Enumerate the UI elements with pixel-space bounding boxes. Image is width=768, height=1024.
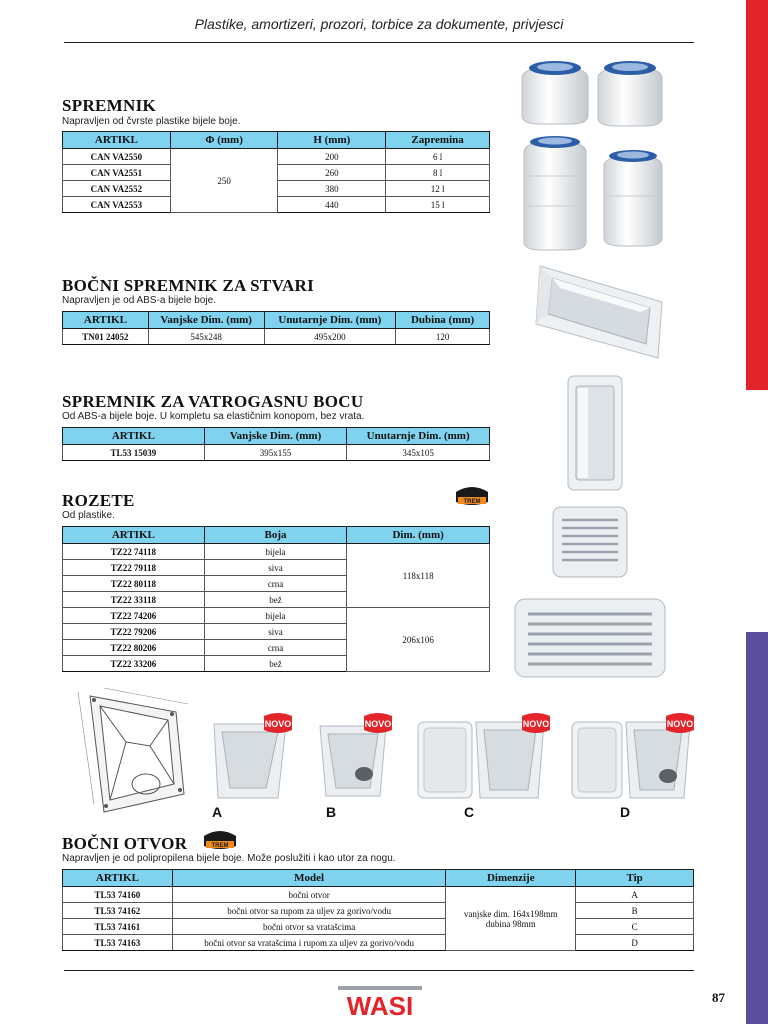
color-cell: bijela [204,608,347,624]
color-cell: crna [204,640,347,656]
volume-cell: 12 l [386,181,490,197]
artikl-cell: CAN VA2552 [63,181,171,197]
extinguisher-box-image [564,372,626,494]
vatrogasna-table [62,427,490,461]
square-vent-image [550,504,630,580]
column-header: ARTIKL [63,527,205,544]
type-cell: B [576,903,694,919]
wasi-logo-text: WASI [346,991,414,1018]
artikl-cell: TL53 74162 [63,903,173,919]
table-row [63,919,694,935]
table-row [63,544,490,560]
dimensions-depth: dubina 98mm [485,918,536,929]
artikl-cell: TZ22 33206 [63,656,205,672]
rozete-table [62,526,490,672]
column-header: ARTIKL [63,312,149,329]
volume-cell: 8 l [386,165,490,181]
container-jars-image [516,56,666,256]
color-cell: bijela [204,544,347,560]
spremnik-table [62,131,490,213]
footer-divider [64,970,694,971]
novo-badge-label: NOVO [522,719,550,729]
height-cell: 260 [278,165,386,181]
artikl-cell: TZ22 80118 [63,576,205,592]
diameter-cell: 250 [170,149,278,213]
column-header: Vanjske Dim. (mm) [204,428,347,445]
side-storage-bin-image [530,262,670,362]
wasi-logo [336,984,424,1018]
bocni-spremnik-table [62,311,490,345]
inner-dim-cell: 495x200 [264,329,396,345]
table-row [63,149,490,165]
section-title-bocni-spremnik: BOČNI SPREMNIK ZA STVARI [62,276,315,295]
depth-cell: 120 [396,329,490,345]
column-header: Unutarnje Dim. (mm) [347,428,490,445]
type-cell: D [576,935,694,951]
column-header: Tip [576,870,694,887]
model-cell: bočni otvor sa vratašcima [172,919,446,935]
dimensions-cell [446,887,576,951]
trem-badge-icon [452,484,492,508]
column-header: ARTIKL [63,870,173,887]
outer-dim-cell: 545x248 [148,329,264,345]
novo-badge-icon [664,712,696,734]
column-header: Boja [204,527,347,544]
product-letter-b: B [326,804,337,820]
page-number: 87 [712,990,725,1005]
column-header: Φ (mm) [170,132,278,149]
novo-badge-label: NOVO [364,719,392,729]
artikl-cell: TZ22 79118 [63,560,205,576]
trem-badge-label: TREM [463,499,481,505]
section-title-rozete: ROZETE [62,491,135,510]
artikl-cell: TZ22 33118 [63,592,205,608]
dim-cell: 206x106 [347,608,490,672]
model-cell: bočni otvor sa vratašcima i rupom za uljev za gorivo/vodu [172,935,446,951]
column-header: Dubina (mm) [396,312,490,329]
artikl-cell: TZ22 79206 [63,624,205,640]
section-title-bocni-otvor: BOČNI OTVOR [62,834,188,853]
color-cell: siva [204,560,347,576]
novo-badge-label: NOVO [264,719,292,729]
artikl-cell: TZ22 74118 [63,544,205,560]
novo-badge-icon [362,712,394,734]
color-cell: bež [204,656,347,672]
artikl-cell: CAN VA2551 [63,165,171,181]
table-row [63,608,490,624]
column-header: ARTIKL [63,428,205,445]
column-header: Model [172,870,446,887]
model-cell: bočni otvor [172,887,446,903]
color-cell: crna [204,576,347,592]
color-cell: siva [204,624,347,640]
table-row [63,329,490,345]
bocni-otvor-table [62,869,694,951]
product-letter-d: D [620,804,631,820]
column-header: Vanjske Dim. (mm) [148,312,264,329]
table-row [63,887,694,903]
technical-drawing-image [64,684,196,820]
type-cell: A [576,887,694,903]
table-row [63,903,694,919]
model-cell: bočni otvor sa rupom za uljev za gorivo/vodu [172,903,446,919]
artikl-cell: TL53 74160 [63,887,173,903]
artikl-cell: TN01 24052 [63,329,149,345]
artikl-cell: TL53 74161 [63,919,173,935]
purple-side-tab [746,632,768,1024]
artikl-cell: TL53 15039 [63,445,205,461]
product-letter-c: C [464,804,475,820]
artikl-cell: CAN VA2550 [63,149,171,165]
section-subtitle-bocni-otvor: Napravljen je od polipropilena bijele boje. Može poslužiti i kao utor za nogu. [62,853,396,864]
product-letter-a: A [212,804,223,820]
novo-badge-icon [520,712,552,734]
inner-dim-cell: 345x105 [347,445,490,461]
header-divider [64,42,694,43]
section-title-vatrogasna: SPREMNIK ZA VATROGASNU BOCU [62,392,364,411]
section-subtitle-vatrogasna: Od ABS-a bijele boje. U kompletu sa elastičnim konopom, bez vrata. [62,411,365,422]
red-side-tab [746,0,768,390]
column-header: ARTIKL [63,132,171,149]
dim-cell: 118x118 [347,544,490,608]
type-cell: C [576,919,694,935]
artikl-cell: TL53 74163 [63,935,173,951]
artikl-cell: TZ22 74206 [63,608,205,624]
volume-cell: 15 l [386,197,490,213]
section-title-spremnik: SPREMNIK [62,96,157,115]
section-subtitle-spremnik: Napravljen od čvrste plastike bijele boje. [62,116,241,127]
outer-dim-cell: 395x155 [204,445,347,461]
trem-badge-label: TREM [211,843,229,849]
column-header: Zapremina [386,132,490,149]
column-header: Dimenzije [446,870,576,887]
novo-badge-icon [262,712,294,734]
height-cell: 380 [278,181,386,197]
dimensions-outer: vanjske dim. 164x198mm [463,908,558,919]
section-subtitle-rozete: Od plastike. [62,510,115,521]
table-row [63,935,694,951]
column-header: H (mm) [278,132,386,149]
height-cell: 440 [278,197,386,213]
section-subtitle-bocni-spremnik: Napravljen je od ABS-a bijele boje. [62,295,216,306]
column-header: Dim. (mm) [347,527,490,544]
column-header: Unutarnje Dim. (mm) [264,312,396,329]
rectangular-vent-image [512,596,668,680]
trem-badge-icon [200,828,240,852]
color-cell: bež [204,592,347,608]
artikl-cell: TZ22 80206 [63,640,205,656]
height-cell: 200 [278,149,386,165]
volume-cell: 6 l [386,149,490,165]
novo-badge-label: NOVO [666,719,694,729]
table-row [63,445,490,461]
page-header-title: Plastike, amortizeri, prozori, torbice za dokumente, privjesci [194,16,564,32]
artikl-cell: CAN VA2553 [63,197,171,213]
